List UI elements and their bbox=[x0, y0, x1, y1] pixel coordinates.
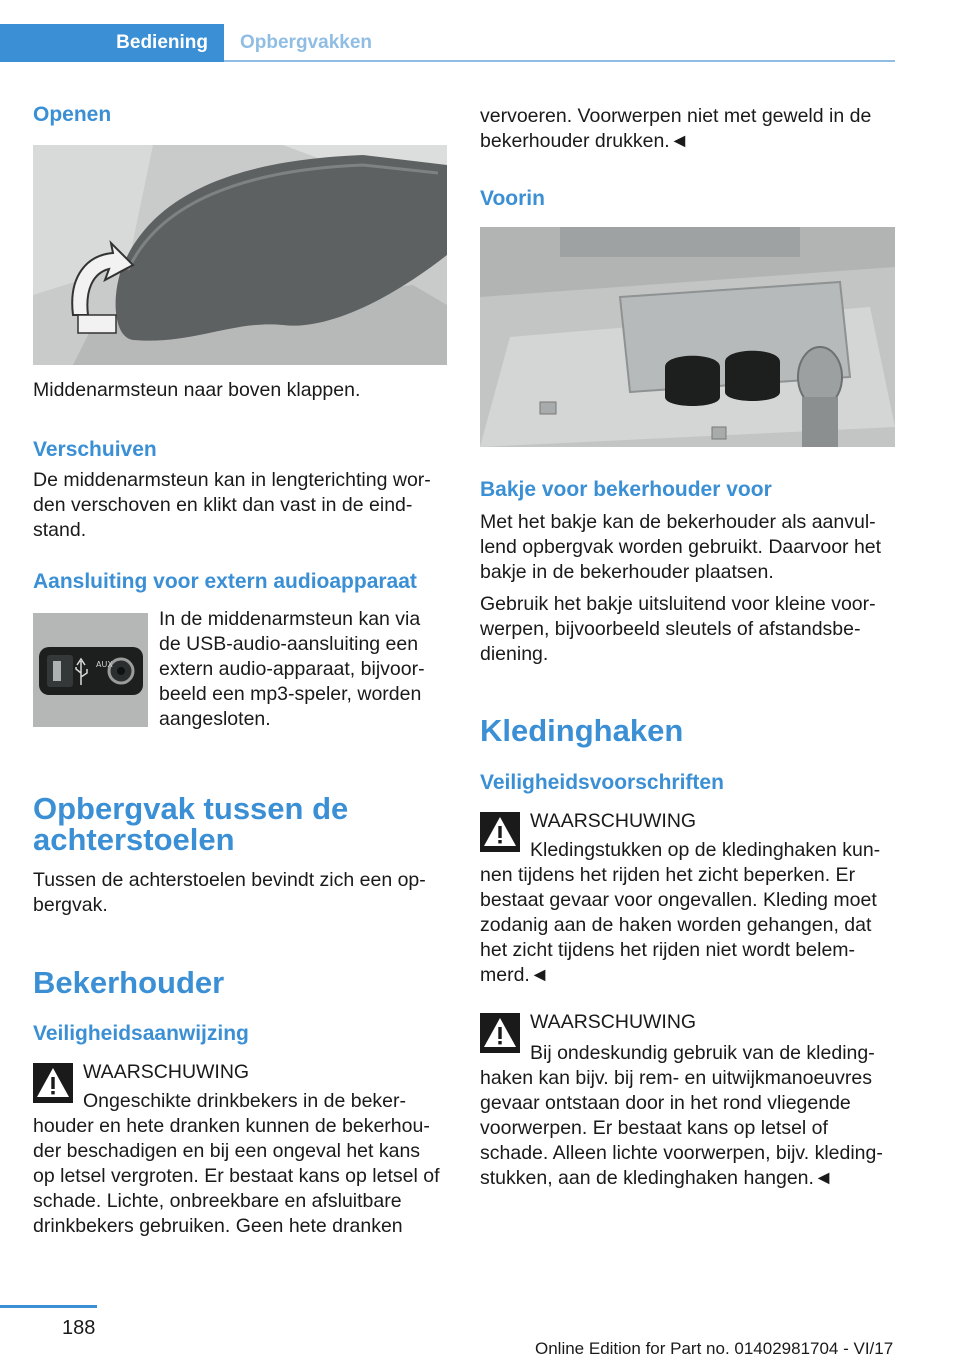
armrest-open-image bbox=[33, 145, 447, 365]
audio-line-3: extern audio-apparaat, bijvoor- bbox=[159, 658, 425, 680]
opbergvak-text: Tussen de achterstoelen bevindt zich een op-bergvak. bbox=[33, 869, 426, 916]
audio-line-2: de USB-audio-aansluiting een bbox=[159, 633, 419, 655]
heading-openen: Openen bbox=[33, 103, 112, 126]
usb-aux-image bbox=[33, 613, 148, 727]
heading-veiligheidsaanwijzing: Veiligheidsaanwijzing bbox=[33, 1022, 249, 1045]
heading-voorin: Voorin bbox=[480, 187, 545, 210]
warning-first-line-bekerhouder: Ongeschikte drinkbekers in de beker- bbox=[83, 1090, 406, 1112]
audio-line-1: In de middenarmsteun kan via bbox=[159, 608, 421, 630]
edition-footer: Online Edition for Part no. 01402981704 - VI/17 bbox=[535, 1339, 894, 1358]
footer-accent-bar bbox=[0, 1305, 97, 1308]
heading-opbergvak-line2: achterstoelen bbox=[33, 822, 235, 857]
audio-text bbox=[159, 607, 459, 732]
verschuiven-text: De middenarmsteun kan in lengterichting wor-den verschoven en klikt dan vast in de eind-stand. bbox=[33, 469, 431, 541]
warning-triangle-icon bbox=[480, 1013, 520, 1053]
audio-line-4: beeld een mp3-speler, worden bbox=[159, 683, 422, 705]
heading-bakje: Bakje voor bekerhouder voor bbox=[480, 478, 772, 501]
warning-title-kledinghaken-2: WAARSCHUWING bbox=[530, 1011, 697, 1033]
warning-text-bekerhouder: houder en hete dranken kunnen de bekerhou-der beschadigen en bij een ongeval het kans op letsel vergroten. Er bestaat kans op letsel of schade. Lichte, onbreekbare en afsluitbare drinkbekers gebruiken. Geen hete dranken bbox=[33, 1115, 440, 1237]
cupholder-image bbox=[480, 227, 895, 447]
tab-opbergvakken[interactable]: Opbergvakken bbox=[240, 32, 372, 53]
warning-first-line-kledinghaken-1: Kledingstukken op de kledinghaken kun- bbox=[530, 839, 881, 861]
warning-triangle-icon bbox=[33, 1063, 73, 1103]
warning-title-kledinghaken-1: WAARSCHUWING bbox=[530, 810, 697, 832]
heading-audio: Aansluiting voor extern audioapparaat bbox=[33, 570, 417, 593]
heading-opbergvak bbox=[33, 793, 348, 855]
page-number: 188 bbox=[62, 1317, 96, 1339]
heading-verschuiven: Verschuiven bbox=[33, 438, 157, 461]
warning-first-line-kledinghaken-2: Bij ondeskundig gebruik van de kleding- bbox=[530, 1042, 875, 1064]
aux-label: AUX bbox=[96, 660, 113, 669]
heading-kledinghaken: Kledinghaken bbox=[480, 713, 684, 748]
tab-bediening[interactable]: Bediening bbox=[0, 24, 224, 62]
continued-text: vervoeren. Voorwerpen niet met geweld in de bekerhouder drukken.◄ bbox=[480, 105, 872, 152]
bakje-text-1: Met het bakje kan de bekerhouder als aanvul-lend opbergvak worden gebruikt. Daarvoor het bakje in de bekerhouder plaatsen. bbox=[480, 511, 882, 583]
warning-text-kledinghaken-2: haken kan bijv. bij rem- en uitwijkmanoeuvres gevaar ontstaan door in het rond vliegende voorwerpen. Er bestaat kans op letsel of schade. Alleen lichte voorwerpen, bijv. kleding-stukken, aan de kledinghaken hangen.◄ bbox=[480, 1067, 883, 1189]
bakje-text-2: Gebruik het bakje uitsluitend voor kleine voor-werpen, bijvoorbeeld sleutels of afstandsbe-diening. bbox=[480, 593, 876, 665]
header-rule bbox=[224, 60, 895, 62]
audio-line-5: aangesloten. bbox=[159, 708, 271, 730]
heading-veiligheidsvoorschriften: Veiligheidsvoorschriften bbox=[480, 771, 724, 794]
warning-text-kledinghaken-1: nen tijdens het rijden het zicht beperken. Er bestaat gevaar voor ongevallen. Kleding moet zodanig aan de haken worden gehangen, dat het zicht tijdens het rijden niet wordt belem-merd.◄ bbox=[480, 864, 877, 986]
chapter-tabs bbox=[0, 24, 895, 62]
openen-caption: Middenarmsteun naar boven klappen. bbox=[33, 379, 361, 401]
warning-triangle-icon bbox=[480, 812, 520, 852]
heading-opbergvak-line1: Opbergvak tussen de bbox=[33, 791, 349, 826]
heading-bekerhouder: Bekerhouder bbox=[33, 965, 225, 1000]
warning-title-bekerhouder: WAARSCHUWING bbox=[83, 1061, 250, 1083]
